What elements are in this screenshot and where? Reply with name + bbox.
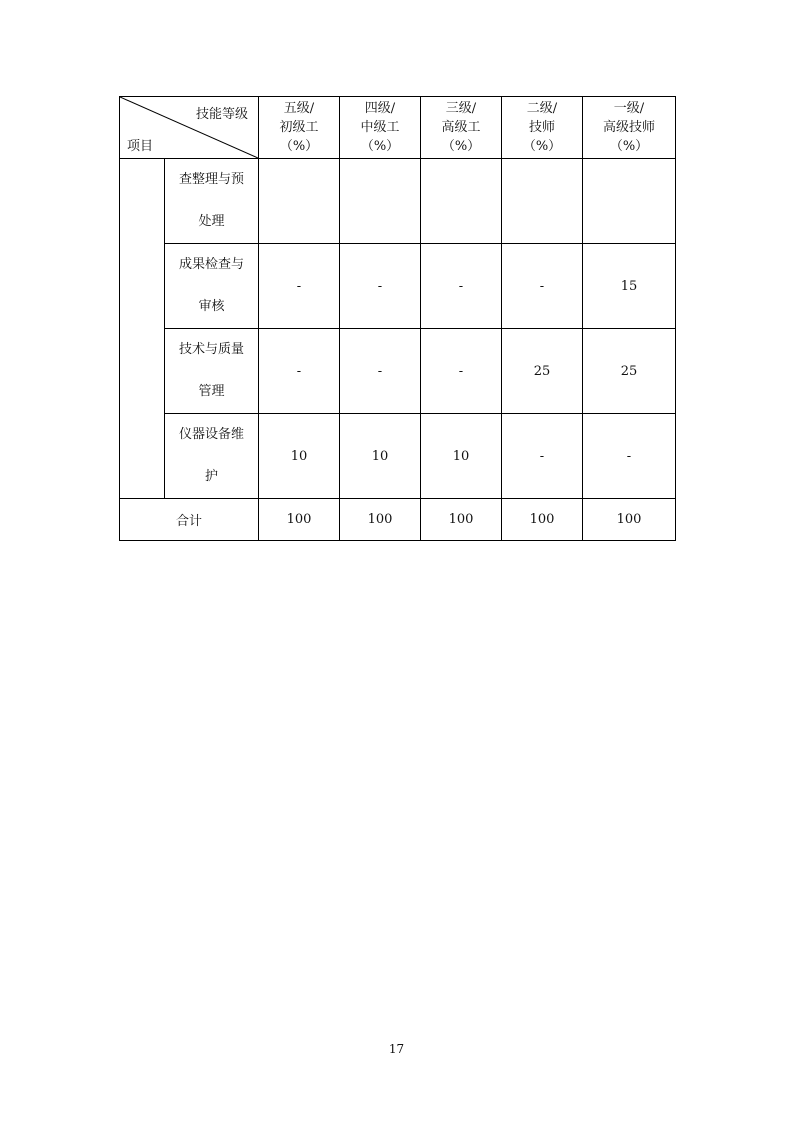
item-cell: 仪器设备维 护 (165, 414, 259, 499)
value-cell: - (421, 244, 502, 329)
value-cell: - (259, 329, 340, 414)
value-cell: 10 (259, 414, 340, 499)
table-row (120, 244, 676, 329)
merged-category-cell (120, 159, 165, 499)
value-cell: - (502, 414, 583, 499)
value-cell: - (502, 244, 583, 329)
value-cell (340, 159, 421, 244)
total-row (120, 499, 676, 541)
level-header: 五级/ 初级工 （%） (259, 97, 340, 159)
header-row (120, 97, 676, 159)
value-cell: 25 (502, 329, 583, 414)
level-header: 四级/ 中级工 （%） (340, 97, 421, 159)
level-header: 二级/ 技师 （%） (502, 97, 583, 159)
value-cell: - (340, 329, 421, 414)
skill-weight-table (119, 96, 676, 541)
value-cell: - (421, 329, 502, 414)
table-row (120, 159, 676, 244)
value-cell (502, 159, 583, 244)
page-number: 17 (388, 1042, 405, 1056)
level-header: 一级/ 高级技师 （%） (583, 97, 676, 159)
total-value: 100 (421, 499, 502, 541)
value-cell (259, 159, 340, 244)
value-cell (583, 159, 676, 244)
value-cell: 10 (421, 414, 502, 499)
value-cell (421, 159, 502, 244)
value-cell: - (340, 244, 421, 329)
value-cell: - (583, 414, 676, 499)
table-row (120, 329, 676, 414)
item-cell: 技术与质量 管理 (165, 329, 259, 414)
item-heading: 项目 (127, 139, 154, 154)
value-cell: 10 (340, 414, 421, 499)
value-cell: 25 (583, 329, 676, 414)
total-value: 100 (259, 499, 340, 541)
diagonal-corner-cell (120, 97, 259, 159)
skill-level-heading: 技能等级 (195, 107, 248, 122)
total-value: 100 (502, 499, 583, 541)
total-value: 100 (340, 499, 421, 541)
item-cell: 成果检查与 审核 (165, 244, 259, 329)
item-cell: 查整理与预 处理 (165, 159, 259, 244)
table-row (120, 414, 676, 499)
total-value: 100 (583, 499, 676, 541)
value-cell: - (259, 244, 340, 329)
value-cell: 15 (583, 244, 676, 329)
level-header: 三级/ 高级工 （%） (421, 97, 502, 159)
total-label: 合计 (120, 499, 259, 541)
